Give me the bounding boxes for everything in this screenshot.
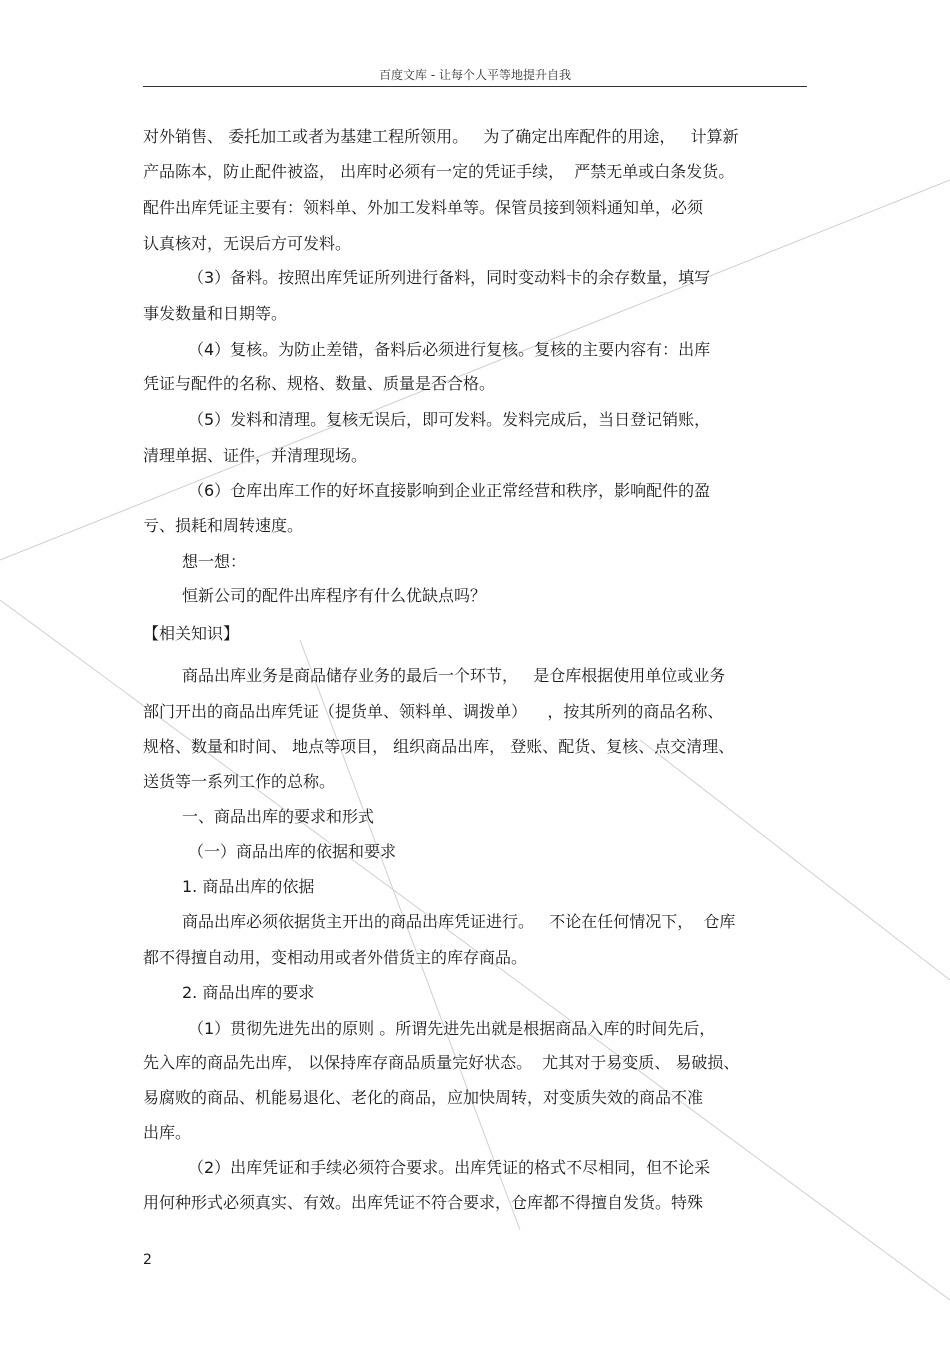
paragraph-line: 出库。 — [143, 1123, 192, 1142]
paragraph-line: 先入库的商品先出库， 以保持库存商品质量完好状态。 尤其对于易变质、 易破损、 — [143, 1053, 740, 1072]
page-number: 2 — [143, 1252, 152, 1268]
paragraph-line: 用何种形式必须真实、有效。出库凭证不符合要求，仓库都不得擅自发货。特殊 — [143, 1193, 704, 1212]
heading-level-3: 1. 商品出库的依据 — [182, 877, 315, 896]
page-header: 百度文库 - 让每个人平等地提升自我 — [379, 68, 571, 82]
paragraph-line: 易腐败的商品、机能易退化、老化的商品，应加快周转，对变质失效的商品不准 — [143, 1088, 704, 1107]
paragraph-line: （4）复核。为防止差错，备料后必须进行复核。复核的主要内容有：出库 — [188, 340, 711, 359]
paragraph-line: 事发数量和日期等。 — [143, 304, 288, 323]
paragraph-line: 想一想： — [182, 552, 247, 571]
paragraph-line: 对外销售、 委托加工或者为基建工程所领用。 为了确定出库配件的用途， 计算新 — [143, 127, 739, 146]
heading-level-2: （一）商品出库的依据和要求 — [188, 842, 397, 861]
paragraph-line: 产品陈本，防止配件被盗， 出库时必须有一定的凭证手续， 严禁无单或白条发货。 — [143, 162, 735, 181]
heading-level-3: 2. 商品出库的要求 — [182, 983, 315, 1002]
paragraph-line: 商品出库业务是商品储存业务的最后一个环节， 是仓库根据使用单位或业务 — [182, 666, 726, 685]
paragraph-line: 商品出库必须依据货主开出的商品出库凭证进行。 不论在任何情况下， 仓库 — [182, 912, 736, 931]
paragraph-line: （5）发料和清理。复核无误后，即可发料。发料完成后，当日登记销账， — [188, 410, 711, 429]
paragraph-line: （6）仓库出库工作的好坏直接影响到企业正常经营和秩序，影响配件的盈 — [188, 481, 711, 500]
paragraph-line: 都不得擅自动用，变相动用或者外借货主的库存商品。 — [143, 948, 528, 967]
paragraph-line: 配件出库凭证主要有：领料单、外加工发料单等。保管员接到领料通知单，必须 — [143, 198, 704, 217]
paragraph-line: 凭证与配件的名称、规格、数量、质量是否合格。 — [143, 374, 496, 393]
paragraph-line: 清理单据、证件，并清理现场。 — [143, 446, 368, 465]
section-heading: 【相关知识】 — [143, 624, 240, 643]
paragraph-line: （2）出库凭证和手续必须符合要求。出库凭证的格式不尽相同，但不论采 — [188, 1158, 711, 1177]
header-divider — [143, 86, 807, 87]
heading-level-1: 一、商品出库的要求和形式 — [182, 807, 375, 826]
paragraph-line: （3）备料。按照出库凭证所列进行备料，同时变动料卡的余存数量，填写 — [188, 268, 711, 287]
paragraph-line: 亏、损耗和周转速度。 — [143, 516, 304, 535]
paragraph-line: 规格、数量和时间、 地点等项目， 组织商品出库， 登账、配货、复核、点交清理、 — [143, 737, 735, 756]
paragraph-line: 认真核对，无误后方可发料。 — [143, 234, 352, 253]
paragraph-line: 恒新公司的配件出库程序有什么优缺点吗？ — [182, 586, 487, 605]
paragraph-line: 送货等一系列工作的总称。 — [143, 772, 336, 791]
paragraph-line: 部门开出的商品出库凭证（提货单、领料单、调拨单） ，按其所列的商品名称、 — [143, 702, 724, 721]
paragraph-line: （1）贯彻先进先出的原则 。所谓先进先出就是根据商品入库的时间先后， — [188, 1019, 716, 1038]
